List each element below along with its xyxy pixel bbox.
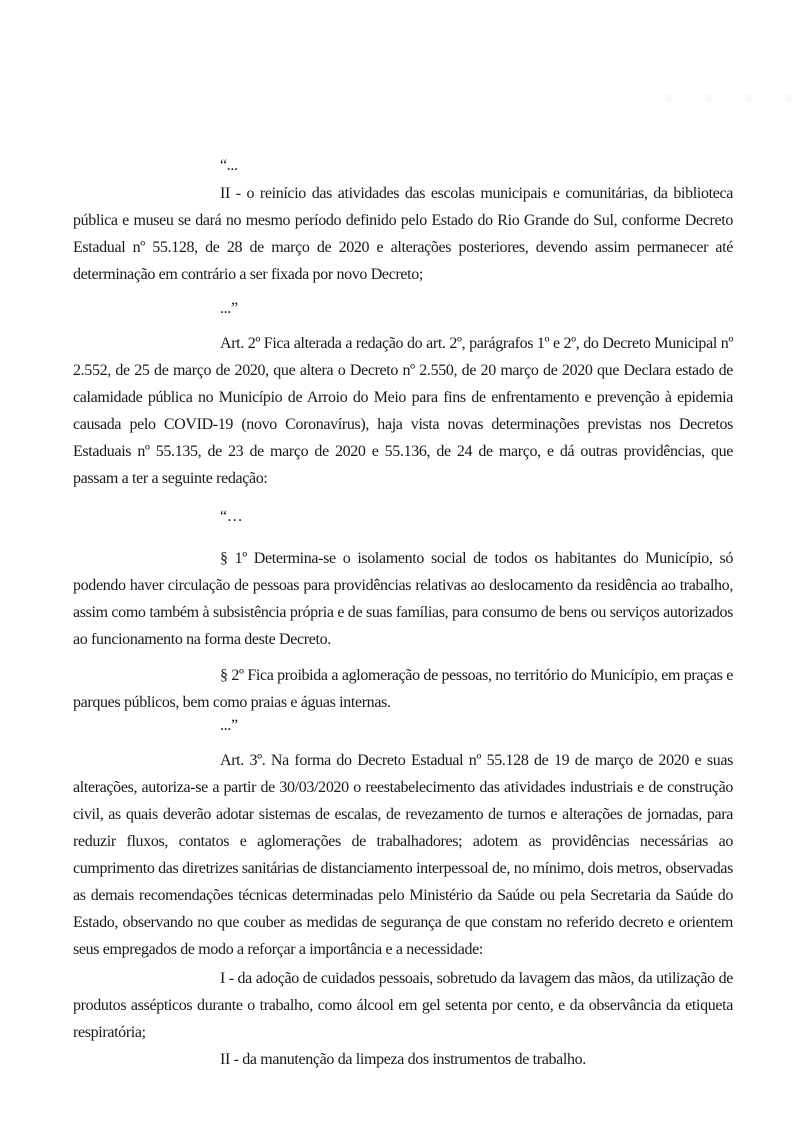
paragraph-2-gatherings-prohibition: § 2º Fica proibida a aglomeração de pessoas, no território do Município, em praças e parques públicos, bem como praias e águas internas.: [73, 667, 733, 711]
item-ii-tools-cleaning: II - da manutenção da limpeza dos instrumentos de trabalho.: [220, 1051, 586, 1068]
quote-open-marker-2: “…: [220, 508, 243, 525]
item-i-personal-care: I - da adoção de cuidados pessoais, sobretudo da lavagem das mãos, da utilização de produtos assépticos durante o trabalho, como álcool em gel setenta por cento, e da observância da etiqueta respiratória;: [73, 970, 733, 1041]
quote-open-marker: “...: [220, 157, 238, 174]
article-2-paragraph: Art. 2º Fica alterada a redação do art. 2º, parágrafos 1º e 2º, do Decreto Municipal nº 2.552, de 25 de março de 2020, que altera o Decreto nº 2.550, de 20 março de 2020 que Declara estado de calamidade pública no Município de Arroio do Meio para fins de enfrentamento e prevenção à epidemia causada pelo COVID-19 (novo Coronavírus), haja vista novas determinações previstas nos Decretos Estaduais nº 55.135, de 23 de março de 2020 e 55.136, de 24 de março, e dá outras providências, que passam a ter a seguinte redação:: [73, 335, 733, 487]
paragraph-1-social-isolation: § 1º Determina-se o isolamento social de todos os habitantes do Município, só podendo haver circulação de pessoas para providências relativas ao deslocamento da residência ao trabalho, assim como também à subsistência própria e de suas famílias, para consumo de bens ou serviços autorizados ao funcionamento na forma deste Decreto.: [73, 550, 733, 648]
quote-close-marker-2: ...”: [220, 717, 238, 734]
clause-ii-schools-reopening: II - o reinício das atividades das escolas municipais e comunitárias, da biblioteca pública e museu se dará no mesmo período definido pelo Estado do Rio Grande do Sul, conforme Decreto Estadual nº 55.128, de 28 de março de 2020 e alterações posteriores, devendo assim permanecer até determinação em contrário a ser fixada por novo Decreto;: [73, 185, 733, 283]
quote-close-marker: ...”: [220, 300, 238, 317]
article-3-paragraph: Art. 3º. Na forma do Decreto Estadual nº 55.128 de 19 de março de 2020 e suas alterações, autoriza-se a partir de 30/03/2020 o reestabelecimento das atividades industriais e de construção civil, as quais deverão adotar sistemas de escalas, de revezamento de turnos e alterações de jornadas, para reduzir fluxos, contatos e aglomerações de trabalhadores; adotem as providências necessárias ao cumprimento das diretrizes sanitárias de distanciamento interpessoal de, no mínimo, dois metros, observadas as demais recomendações técnicas determinadas pelo Ministério da Saúde ou pela Secretaria da Saúde do Estado, observando no que couber as medidas de segurança de que constam no referido decreto e orientem seus empregados de modo a reforçar a importância e a necessidade:: [73, 752, 733, 958]
